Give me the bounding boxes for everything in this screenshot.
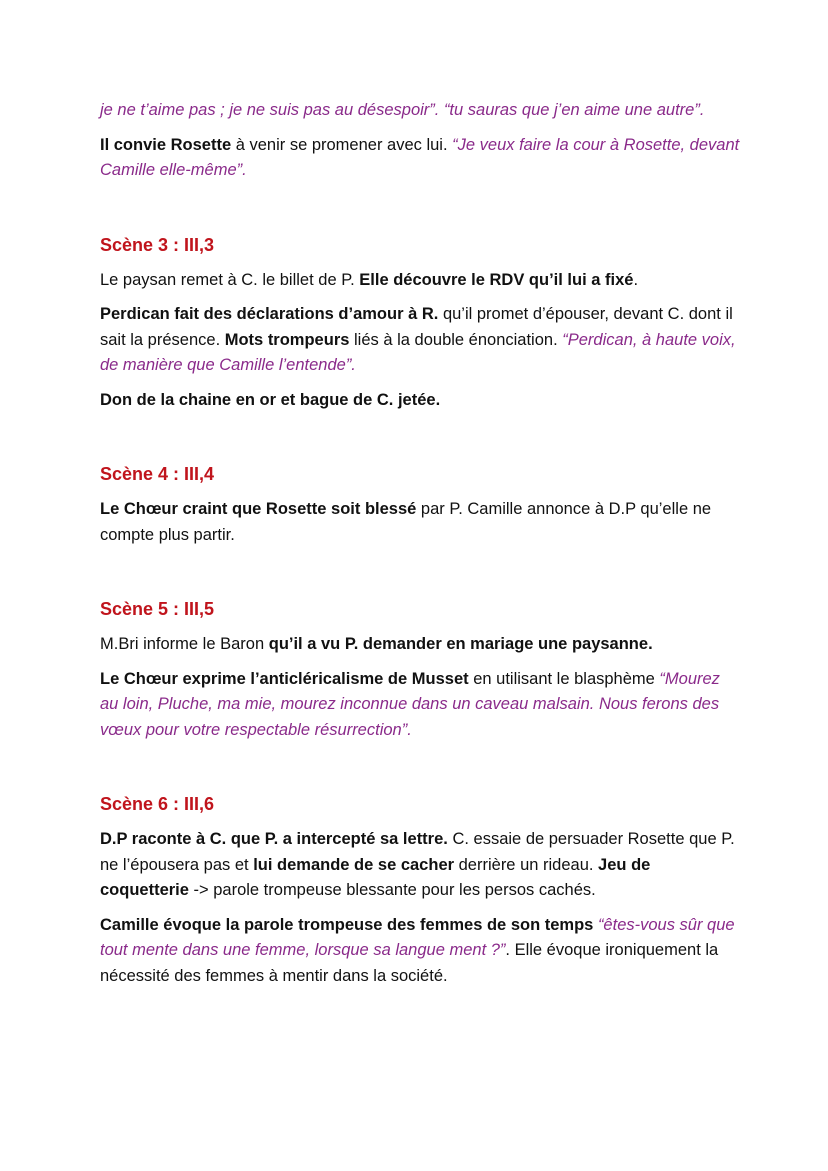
bold-text: Camille évoque la parole trompeuse des femmes de son temps <box>100 915 594 934</box>
bold-text: Le Chœur exprime l’anticléricalisme de Musset <box>100 669 469 688</box>
quote: “Je veux faire la cour à Rosette, devant Camille elle-même”. <box>100 135 740 179</box>
quote: “Perdican, à haute voix, de manière que Camille l’entende”. <box>100 330 736 374</box>
text: derrière un rideau. <box>454 855 599 874</box>
quote: “Mourez au loin, Pluche, ma mie, mourez inconnue dans un caveau malsain. Nous ferons des vœux pour votre respectable résurrection”. <box>100 669 720 739</box>
scene-4-paragraph-1 <box>100 497 740 548</box>
document-content <box>100 98 740 998</box>
scene-6-heading: Scène 6 : III,6 <box>100 794 215 814</box>
bold-text: Don de la chaine en or et bague de C. jetée. <box>100 390 441 409</box>
bold-text: Elle découvre le RDV qu’il lui a fixé <box>359 270 634 289</box>
text: qu’il promet d’épouser, devant C. dont il sait la présence. <box>100 305 733 349</box>
text: liés à la double énonciation. <box>349 330 563 349</box>
bold-text: qu’il a vu P. demander en mariage une paysanne. <box>268 635 653 653</box>
scene-3-heading: Scène 3 : III,3 <box>100 234 215 255</box>
scene-5-paragraph-1 <box>100 632 740 658</box>
text: par P. Camille annonce à D.P qu’elle ne compte plus partir. <box>100 500 712 544</box>
scene-3-paragraph-1 <box>100 268 740 294</box>
bold-text: Perdican fait des déclarations d’amour à R. <box>100 305 439 323</box>
text: à venir se promener avec lui. <box>231 135 453 154</box>
scene-4-heading: Scène 4 : III,4 <box>100 464 215 484</box>
section-gap <box>100 193 740 232</box>
text: . <box>633 270 639 289</box>
quote: “êtes-vous sûr que tout mente dans une femme, lorsque sa langue ment ?” <box>100 915 735 959</box>
scene-6-paragraph-2 <box>100 913 740 990</box>
text: Le paysan remet à C. le billet de P. <box>100 270 360 289</box>
text: C. essaie de persuader Rosette que P. ne l’épousera pas et <box>100 830 735 874</box>
scene-6-paragraph-1 <box>100 827 740 904</box>
section-gap <box>100 422 740 461</box>
quote: je ne t’aime pas ; je ne suis pas au désespoir”. “tu sauras que j’en aime une autre”. <box>100 101 705 119</box>
intro-paragraph <box>100 133 740 184</box>
scene-3-paragraph-3 <box>100 388 740 414</box>
text: M.Bri informe le Baron <box>100 635 269 653</box>
bold-text: Il convie Rosette <box>100 135 232 154</box>
text: en utilisant le blasphème <box>468 669 660 688</box>
bold-text: Jeu de coquetterie <box>100 855 651 899</box>
intro-quote-paragraph <box>100 98 740 124</box>
scene-5-heading: Scène 5 : III,5 <box>100 599 215 619</box>
text: . Elle évoque ironiquement la nécessité des femmes à mentir dans la société. <box>100 941 719 985</box>
bold-text: D.P raconte à C. que P. a intercepté sa lettre. <box>100 830 448 848</box>
bold-text: Le Chœur craint que Rosette soit blessé <box>100 500 417 518</box>
scene-3-paragraph-2 <box>100 302 740 379</box>
section-gap <box>100 752 740 791</box>
bold-text: Mots trompeurs <box>224 330 350 349</box>
scene-5-paragraph-2 <box>100 667 740 744</box>
section-gap <box>100 557 740 596</box>
bold-text: lui demande de se cacher <box>253 855 455 874</box>
text: -> parole trompeuse blessante pour les persos cachés. <box>188 881 596 899</box>
